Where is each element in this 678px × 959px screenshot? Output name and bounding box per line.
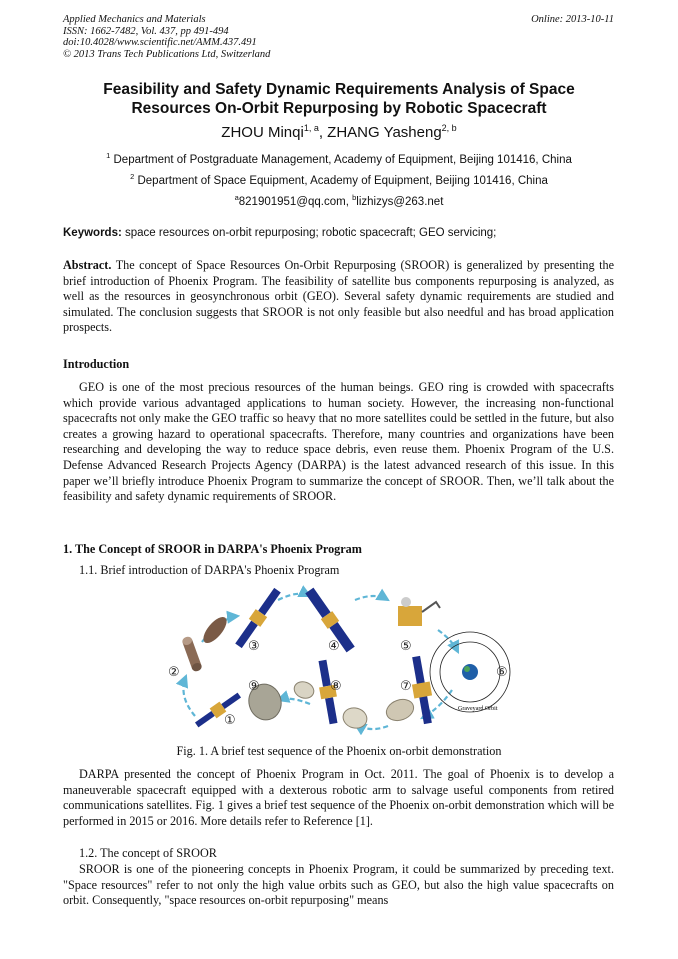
- author-1-sup: 1, a: [303, 123, 319, 133]
- arrow-4-5: [355, 596, 388, 600]
- section-1-2-paragraph: SROOR is one of the pioneering concepts in Phoenix Program, it could be summarized by preceding text. "Space resources" refer to not only the high value orbits such as GEO, but also the high value spacecrafts on orbit. Consequently, "space resources on-orbit repurposing" means: [63, 862, 614, 908]
- title-line-2: Resources On-Orbit Repurposing by Robotic Spacecraft: [131, 100, 547, 117]
- author-1: ZHOU Minqi: [221, 124, 304, 141]
- abstract-text: The concept of Space Resources On-Orbit Repurposing (SROOR) is generalized by presenting the brief introduction of Phoenix Program. The feasibility of satellite bus components repurposing is analyzed, as well as the resources in geosynchronous orbit (GEO). Several safety dynamic requirements are studied and simulated. The conclusion suggests that SROOR is not only feasible but also needful and has broad application prospects.: [63, 258, 614, 335]
- satellite-7: [407, 655, 437, 725]
- arrow-3-4: [278, 594, 310, 600]
- step-label-8: ⑧: [330, 679, 342, 694]
- antenna-dish-8: [292, 679, 316, 701]
- keywords-text: space resources on-orbit repurposing; robotic spacecraft; GEO servicing;: [121, 227, 497, 239]
- email-a-sup: a: [234, 193, 239, 202]
- paper-title: [40, 80, 638, 118]
- emails: [40, 193, 638, 208]
- step-label-9: ⑨: [248, 679, 260, 694]
- author-2: ZHANG Yasheng: [327, 124, 442, 141]
- doi: doi:10.4028/www.scientific.net/AMM.437.491: [63, 37, 257, 48]
- affiliation-1-sup: 1: [106, 151, 111, 160]
- step-label-7: ⑦: [400, 679, 412, 694]
- graveyard-orbit-label: Graveyard Orbit: [458, 706, 498, 712]
- phoenix-sequence-figure: [160, 578, 520, 738]
- affiliation-1: [40, 151, 638, 166]
- subsection-1-2-heading: 1.2. The concept of SROOR: [79, 846, 217, 860]
- intro-heading: Introduction: [63, 357, 130, 371]
- fairing: [199, 613, 230, 647]
- abstract: [63, 258, 614, 336]
- issn: ISSN: 1662-7482, Vol. 437, pp 491-494: [63, 25, 229, 37]
- step-label-3: ③: [248, 639, 260, 654]
- email-a[interactable]: 821901951@qq.com: [238, 195, 346, 208]
- keywords: [63, 227, 496, 239]
- affiliation-2-text: Department of Space Equipment, Academy of Equipment, Beijing 101416, China: [137, 174, 548, 187]
- section-1-1-paragraph: DARPA presented the concept of Phoenix Program in Oct. 2011. The goal of Phoenix is to develop a maneuverable spacecraft equipped with a dexterous robotic arm to salvage useful components from retired communications satellites. Fig. 1 gives a brief test sequence of the Phoenix on-orbit demonstration which will be performed in 2015 or 2016. More details refer to Reference [1].: [63, 767, 614, 828]
- step-label-6: ⑥: [496, 665, 508, 680]
- antenna-dish-8b: [341, 705, 369, 731]
- servicer-spacecraft: [398, 597, 440, 626]
- launch-stage: [181, 635, 203, 672]
- arrow-8-9: [278, 699, 310, 704]
- journal-header: [63, 14, 270, 60]
- step-label-4: ④: [328, 639, 340, 654]
- abstract-label: Abstract.: [63, 258, 112, 272]
- step-label-1: ①: [224, 713, 236, 728]
- affiliation-2: [40, 172, 638, 187]
- author-list: [40, 123, 638, 141]
- email-b-sup: b: [352, 193, 357, 202]
- author-2-sup: 2, b: [441, 123, 457, 133]
- antenna-dish-7: [383, 696, 416, 724]
- email-separator: ,: [345, 195, 353, 208]
- arrow-1-2: [183, 676, 195, 716]
- arrow-5-6: [438, 630, 458, 652]
- step-label-5: ⑤: [400, 639, 412, 654]
- affiliation-2-sup: 2: [130, 172, 135, 181]
- step-label-2: ②: [168, 665, 180, 680]
- title-line-1: Feasibility and Safety Dynamic Requirements Analysis of Space: [103, 81, 575, 98]
- copyright: © 2013 Trans Tech Publications Ltd, Switzerland: [63, 48, 271, 60]
- earth-icon: [462, 664, 478, 680]
- author-separator: ,: [318, 124, 328, 141]
- section-1-heading: 1. The Concept of SROOR in DARPA's Phoenix Program: [63, 542, 362, 556]
- figure-1-caption: Fig. 1. A brief test sequence of the Phoenix on-orbit demonstration: [176, 744, 502, 758]
- journal-name: Applied Mechanics and Materials: [63, 14, 206, 25]
- intro-paragraph: GEO is one of the most precious resources of the human beings. GEO ring is crowded with spacecrafts which provide various advantaged applications to human society. However, the increasing non-functional spacecrafts not only make the GEO traffic so heavy that no more satellites could be settled in the future, but also creates a growing hazard to operational spacecrafts. Therefore, many countries and organizations have been researching and developing the way to reduce space debris, even reuse them. Phoenix Program of the U.S. Defense Advanced Research Projects Agency (DARPA) is the latest advanced research of this issue. In this paper we’ll briefly introduce Phoenix Program to summarize the concept of SROOR. Then, we’ll talk about the feasibility and safety dynamic requirements of SROOR.: [63, 380, 614, 504]
- affiliation-1-text: Department of Postgraduate Management, Academy of Equipment, Beijing 101416, China: [113, 153, 572, 166]
- online-date: Online: 2013-10-11: [531, 14, 614, 25]
- subsection-1-1-heading: 1.1. Brief introduction of DARPA's Phoenix Program: [79, 563, 340, 577]
- email-b[interactable]: lizhizys@263.net: [356, 195, 444, 208]
- keywords-label: Keywords:: [63, 227, 122, 239]
